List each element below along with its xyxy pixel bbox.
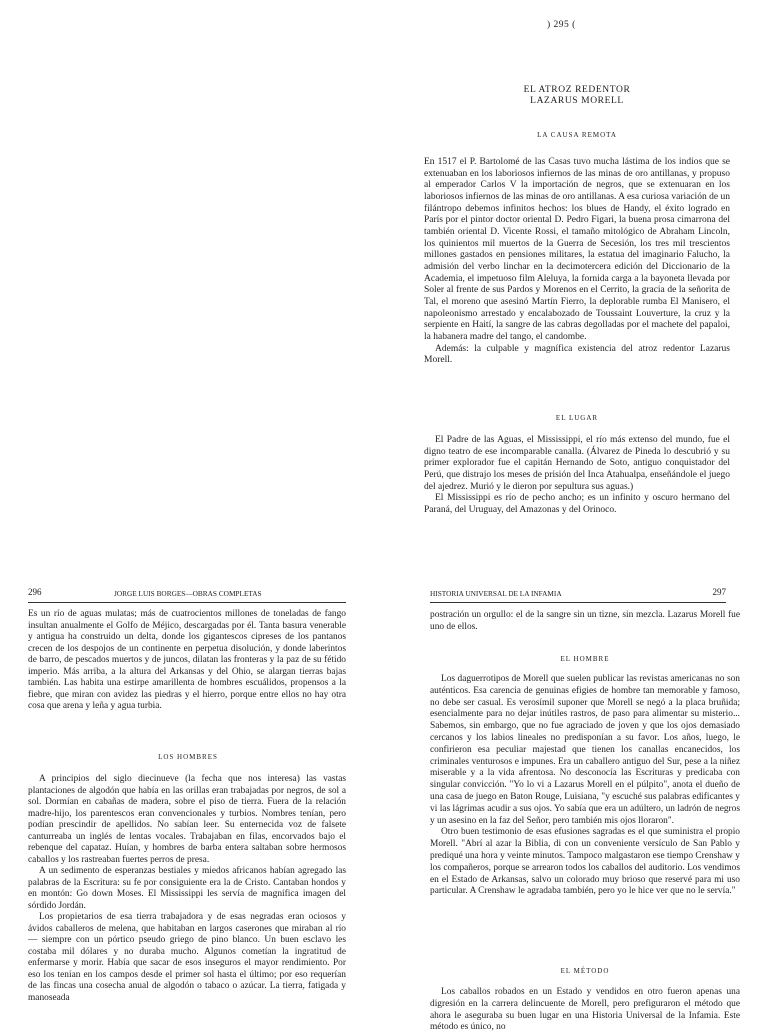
text-column [424, 157, 730, 367]
paragraph: Además: la culpable y magnífica existencia del atroz redentor Lazarus Morell. [424, 343, 730, 366]
running-head [28, 588, 346, 603]
section-heading-lugar: EL LUGAR [555, 414, 599, 422]
paragraph: En 1517 el P. Bartolomé de las Casas tuvo mucha lástima de los indios que se extenuaban en los laboriosos infiernos de las minas de oro antillanas, y propuso al emperador Carlos V la importación de negros, que se extenuaran en los laboriosos infiernos de las minas de oro antillanas. A esa curiosa variación de un filántropo debemos infinitos hechos: los blues de Handy, el éxito logrado en París por el pintor doctor oriental D. Pedro Figari, la buena prosa cimarrona del también oriental D. Vicente Rossi, el tamaño mitológico de Abraham Lincoln, los quinientos mil muertos de la Guerra de Secesión, los tres mil trescientos millones gastados en pensiones militares, la estatua del imaginario Falucho, la admisión del verbo linchar en la decimotercera edición del Diccionario de la Academia, el impetuoso film Aleluya, la fornida carga a la bayoneta llevada por Soler al frente de sus Pardos y Morenos en el Cerrito, la gracia de la señorita de Tal, el moreno que asesinó Martín Fierro, la deplorable rumba El Manisero, el napoleonismo arrestado y encalabozado de Toussaint Louverture, la cruz y la serpiente en Haití, la sangre de las cabras degolladas por el machete del papaloi, la habanera madre del tango, el candombe. [424, 157, 730, 342]
text-column [430, 674, 740, 898]
running-head-title: HISTORIA UNIVERSAL DE LA INFAMIA [430, 589, 562, 598]
running-head [430, 588, 726, 603]
text-column [424, 435, 730, 517]
paragraph: Los daguerrotipos de Morell que suelen publicar las revistas americanas no son auténticos. Esa carencia de genuinas efigies de hombre tan memorable y famoso, no debe ser casual. Es verosímil suponer que Morell se negó a la placa bruñida; esencialmente para no dejar inútiles rastros, de paso para alimentar su misterio... Sabemos, sin embargo, que no fue agraciado de joven y que los ojos demasiado cercanos y los labios lineales no predisponían a su favor. Los años, luego, le confirieron esa peculiar majestad que tienen los canallas encanecidos, los criminales venturosos e impunes. Era un caballero antiguo del Sur, pese a la niñez miserable y a la vida afrentosa. No desconocía las Escrituras y predicaba con singular convicción. "Yo lo vi a Lazarus Morell en el púlpito", anota el dueño de una casa de juego en Baton Rouge, Luisiana, "y escuché sus palabras edificantes y vi las lágrimas acudir a sus ojos. Yo sabía que era un adúltero, un ladrón de negros y un asesino en la faz del Señor, pero también mis ojos lloraron". [430, 674, 740, 826]
chapter-title [502, 85, 652, 107]
chapter-title-line-2: LAZARUS MORELL [530, 96, 624, 106]
page-295 [412, 0, 768, 560]
page-number: 296 [28, 587, 42, 597]
paragraph: Es un río de aguas mulatas; más de cuatrocientos millones de toneladas de fango insultan anualmente el Golfo de Méjico, descargadas por él. Tanta basura venerable y antigua ha construido un delta, donde los gigantescos cipreses de los pantanos crecen de los despojos de un continente en perpetua disolución, y donde laberintos de barro, de pescados muertos y de juncos, dilatan las fronteras y la paz de su fétido imperio. Más arriba, a la altura del Arkansas y del Ohio, se alargan tierras bajas también. Las habita una estirpe amarillenta de hombres escuálidos, propensos a la fiebre, que miran con avidez las piedras y el hierro, porque entre ellos no hay otra cosa que arena y leña y agua turbia. [28, 609, 346, 711]
paragraph: A un sedimento de esperanzas bestiales y miedos africanos habían agregado las palabras de la Escritura: su fe por consiguiente era la de Cristo. Cantaban hondos y en montón: Go down Moses. El Mississippi les servía de magnífica imagen del sórdido Jordán. [28, 866, 346, 911]
section-heading-causa-remota: LA CAUSA REMOTA [537, 131, 617, 139]
page-number: ) 295 ( [547, 20, 576, 30]
section-heading-metodo: EL MÉTODO [560, 967, 610, 975]
paragraph: El Mississippi es río de pecho ancho; es un infinito y oscuro hermano del Paraná, del Uruguay, del Amazonas y del Orinoco. [424, 493, 730, 515]
running-head-title: JORGE LUIS BORGES—OBRAS COMPLETAS [114, 589, 262, 598]
section-heading-hombre: EL HOMBRE [560, 655, 610, 663]
paragraph: Los caballos robados en un Estado y vendidos en otro fueron apenas una digresión en la carrera delincuente de Morell, pero prefiguraron el método que ahora le aseguraba su buen lugar en una Historia Universal de la Infamia. Este método es único, no [430, 987, 740, 1033]
text-column [430, 987, 740, 1034]
section-heading-hombres: LOS HOMBRES [158, 753, 218, 761]
page-296 [20, 580, 360, 1024]
paragraph: Otro buen testimonio de esas efusiones sagradas es el que suministra el propio Morell. "Abrí al azar la Biblia, di con un conveniente versículo de San Pablo y prediqué una hora y veinte minutos. Tampoco malgastaron ese tiempo Crenshaw y los compañeros, porque se arrearon todos los caballos del auditorio. Los vendimos en el Estado de Arkansas, salvo un colorado muy brioso que reservé para mi uso particular. A Crenshaw le agradaba también, pero yo le hice ver que no le servía." [430, 827, 740, 897]
paragraph: Los propietarios de esa tierra trabajadora y de esas negradas eran ociosos y ávidos caballeros de melena, que habitaban en largos caserones que miraban al río — siempre con un pórtico pseudo griego de pino blanco. Un buen esclavo les costaba mil dólares y no duraba mucho. Algunos cometían la ingratitud de enfermarse y morir. Había que sacar de esos inseguros el mayor rendimiento. Por eso los tenían en los campos desde el primer sol hasta el último; por eso requerían de las fincas una cosecha anual de algodón o tabaco o azúcar. La tierra, fatigada y manoseada [28, 912, 346, 1003]
text-column [28, 774, 346, 1004]
paragraph: El Padre de las Aguas, el Mississippi, el río más extenso del mundo, fue el digno teatro de ese incomparable canalla. (Álvarez de Pineda lo descubrió y su primer explorador fue el capitán Hernando de Soto, antiguo conquistador del Perú, que distrajo los meses de prisión del Inca Atahualpa, enseñándole el juego del ajedrez. Murió y le dieron por sepultura sus aguas.) [424, 435, 730, 492]
page-297 [420, 580, 768, 1033]
page-number: 297 [712, 587, 726, 597]
paragraph: postración un orgullo: el de la sangre sin un tizne, sin mezcla. Lazarus Morell fue uno de ellos. [430, 610, 740, 632]
text-column [28, 609, 346, 713]
chapter-title-line-1: EL ATROZ REDENTOR [523, 85, 631, 95]
text-column [430, 610, 740, 634]
paragraph: A principios del siglo diecinueve (la fecha que nos interesa) las vastas plantaciones de algodón que había en las orillas eran trabajadas por negros, de sol a sol. Dormían en cabañas de madera, sobre el piso de tierra. Fuera de la relación madre-hijo, los parentescos eran convencionales y turbios. Nombres tenían, pero podían prescindir de apellidos. No sabían leer. Su enternecida voz de falsete canturreaba un inglés de lentas vocales. Trabajaban en filas, encorvados bajo el rebenque del capataz. Huían, y hombres de barba entera saltaban sobre hermosos caballos y los rastreaban fuertes perros de presa. [28, 774, 346, 865]
